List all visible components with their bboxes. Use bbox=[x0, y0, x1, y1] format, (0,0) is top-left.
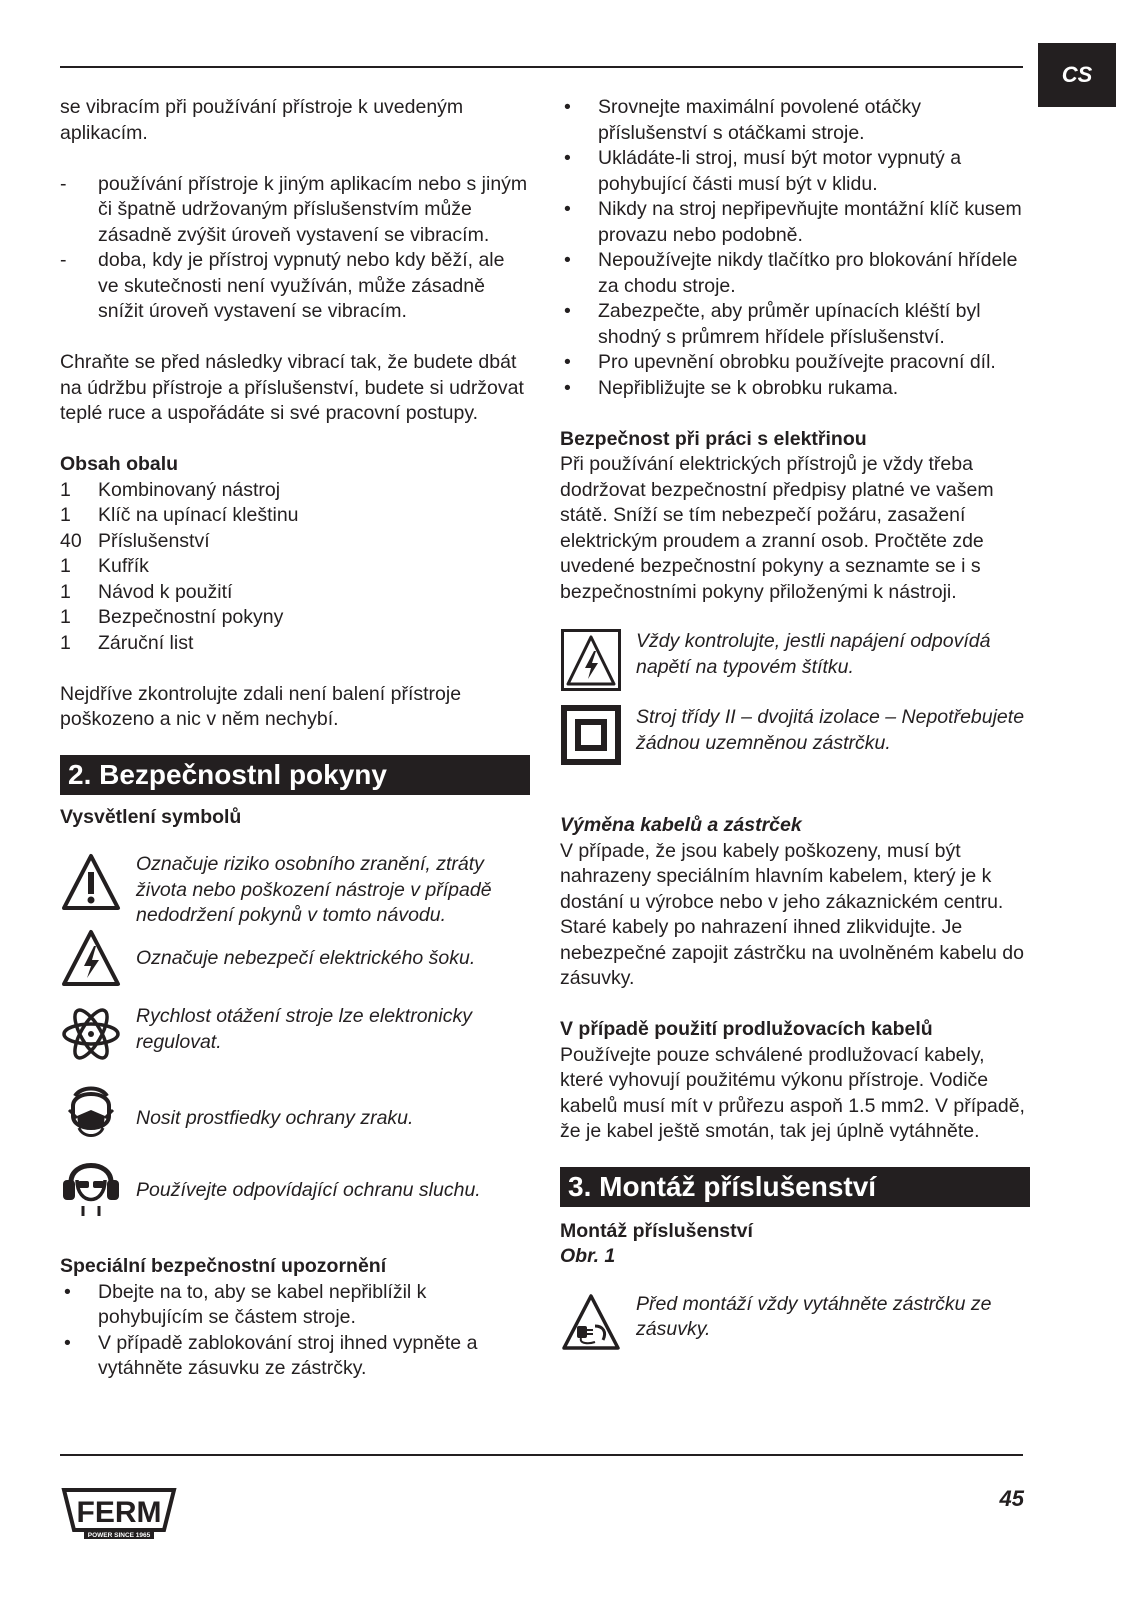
list-item: - doba, kdy je přístroj vypnutý nebo kdy běží, ale ve skutečnosti není využíván, může zásadně snížit úroveň vystavení se vibracím. bbox=[60, 249, 505, 322]
contents-qty: 1 bbox=[60, 580, 71, 603]
symbol-text: Vždy kontrolujte, jestli napájení odpovídá napětí na typovém štítku. bbox=[636, 630, 991, 678]
contents-item: Kombinovaný nástroj bbox=[98, 478, 281, 501]
symbol-row bbox=[560, 705, 1030, 801]
symbol-row bbox=[60, 1080, 530, 1156]
left-column bbox=[60, 95, 530, 1382]
contents-qty: 1 bbox=[60, 478, 71, 501]
special-heading: Speciální bezpečnostní upozornění bbox=[60, 1255, 387, 1277]
electronic-speed-icon bbox=[61, 1004, 121, 1064]
protect-text: Chraňte se před následky vibrací tak, že budete dbát na údržbu přístroje a příslušenství, budete si udržovat teplé ruce a uspořádáte si své pracovní postupy. bbox=[60, 351, 524, 424]
list-item: • V případě zablokování stroj ihned vypněte a vytáhněte zásuvku ze zástrčky. bbox=[64, 1331, 478, 1379]
contents-qty: 1 bbox=[60, 504, 71, 526]
symbol-row bbox=[60, 1156, 530, 1232]
list-item: • Nepoužívejte nikdy tlačítko pro blokování hřídele za chodu stroje. bbox=[564, 249, 1018, 297]
symbol-row bbox=[60, 928, 530, 1004]
contents-item: Bezpečnostní pokyny bbox=[98, 606, 284, 628]
list-item: • Ukládáte-li stroj, musí být motor vypnutý a pohybující části musí být v klidu. bbox=[564, 147, 962, 195]
contents-item: Příslušenství bbox=[98, 529, 210, 552]
ear-protection-icon bbox=[61, 1156, 121, 1218]
contents-qty: 40 bbox=[60, 529, 82, 552]
symbol-text: Označuje nebezpečí elektrického šoku. bbox=[136, 947, 476, 969]
electric-shock-icon bbox=[61, 928, 121, 988]
intro-text: se vibracím při používání přístroje k uvedeným aplikacím. bbox=[60, 96, 464, 144]
symbol-text: Před montáží vždy vytáhněte zástrčku ze zásuvky. bbox=[636, 1292, 992, 1340]
unplug-warning-icon bbox=[561, 1292, 621, 1354]
symbol-text: Rychlost otážení stroje lze elektronicky regulovat. bbox=[136, 1005, 472, 1053]
dust-mask-icon bbox=[61, 1080, 121, 1142]
page-number: 45 bbox=[999, 1486, 1024, 1511]
vibration-dash-list bbox=[60, 172, 530, 325]
list-item: • Nepřibližujte se k obrobku rukama. bbox=[564, 376, 899, 399]
svg-text:POWER SINCE 1965: POWER SINCE 1965 bbox=[87, 1532, 151, 1539]
list-item: • Zabezpečte, aby průměr upínacích kléští byl shodný s průmrem hřídele příslušenství. bbox=[564, 300, 981, 348]
electric-safety-heading: Bezpečnost při práci s elektřinou bbox=[560, 427, 867, 450]
contents-item: Kufřík bbox=[98, 555, 149, 577]
list-item: • Nikdy na stroj nepřipevňujte montážní klíč kusem provazu nebo podobně. bbox=[564, 198, 1022, 246]
special-bullet-list bbox=[60, 1280, 530, 1382]
list-item: • Dbejte na to, aby se kabel nepřiblížil k pohybujícím se částem stroje. bbox=[64, 1280, 427, 1328]
cable-text: V případe, že jsou kabely poškozeny, musí být nahrazeny speciálním hlavním kabelem, který je k dostání u výrobce nebo v jeho zákaznickém centru. Staré kabely po nahrazení ihned zlikvidujte. Je nebezpečné zapojit zástrčku na uvolněném kabelu do zásuvky. bbox=[560, 839, 1024, 989]
list-item: • Srovnejte maximální povolené otáčky příslušenství s otáčkami stroje. bbox=[564, 96, 921, 144]
contents-heading: Obsah obalu bbox=[60, 453, 179, 475]
symbol-row bbox=[560, 1292, 1030, 1362]
right-column bbox=[560, 95, 1030, 1362]
symbol-text: Označuje riziko osobního zranění, ztráty života nebo poškození nástroje v případě nedodržení pokynů v tomto návodu. bbox=[136, 853, 492, 926]
double-insulation-icon bbox=[561, 705, 621, 765]
language-tab: CS bbox=[1038, 43, 1116, 107]
symbol-text: Nosit prostfiedky ochrany zraku. bbox=[136, 1107, 414, 1129]
contents-qty: 1 bbox=[60, 606, 71, 628]
contents-item: Záruční list bbox=[98, 631, 194, 654]
contents-list bbox=[60, 478, 530, 657]
symbol-row bbox=[560, 629, 1030, 705]
contents-qty: 1 bbox=[60, 631, 71, 654]
symbol-text: Stroj třídy II – dvojitá izolace – Nepotřebujete žádnou uzemněnou zástrčku. bbox=[636, 706, 1025, 754]
safety-bullet-list bbox=[560, 95, 1030, 401]
list-item: - používání přístroje k jiným aplikacím nebo s jiným či špatně udržovaným příslušenstvím může zásadně zvýšit úroveň vystavení se vibracím. bbox=[60, 172, 528, 246]
warning-exclamation-icon bbox=[61, 852, 121, 912]
section-heading-3: 3. Montáž příslušenství bbox=[560, 1167, 1030, 1207]
section-heading-2: 2. Bezpečnostnl pokyny bbox=[60, 755, 530, 795]
electric-safety-text: Při používání elektrických přístrojů je vždy třeba dodržovat bezpečnostní předpisy platné ve vašem státě. Sníží se tím nebezpečí požáru, zasažení elektrickým proudem a zranní osob. Pročtěte zde uvedené bezpečnostní pokyny a seznamte se i s bezpečnostními pokyny přiloženými k nástroji. bbox=[560, 453, 994, 603]
bottom-rule bbox=[60, 1454, 1023, 1456]
cable-heading: Výměna kabelů a zástrček bbox=[560, 814, 802, 836]
symbol-text: Používejte odpovídající ochranu sluchu. bbox=[136, 1179, 481, 1201]
symbol-row bbox=[60, 1004, 530, 1080]
contents-item: Klíč na upínací kleštinu bbox=[98, 504, 299, 526]
svg-text:FERM: FERM bbox=[76, 1496, 162, 1529]
symbol-row bbox=[60, 852, 530, 928]
check-text: Nejdříve zkontrolujte zdali není balení přístroje poškozeno a nic v něm nechybí. bbox=[60, 682, 462, 730]
extension-text: Používejte pouze schválené prodlužovací kabely, které vyhovují použitému výkonu přístroje. Vodiče kabelů musí mít v průřezu aspoň 1.5 mm2. V případě, že je kabel ještě smotán, tak jej úplně vytáhněte. bbox=[560, 1043, 1025, 1142]
contents-qty: 1 bbox=[60, 555, 71, 577]
extension-heading: V případě použití prodlužovacích kabelů bbox=[560, 1018, 933, 1040]
ferm-logo bbox=[60, 1486, 178, 1547]
symbols-heading: Vysvětlení symbolů bbox=[60, 805, 242, 828]
voltage-warning-icon bbox=[561, 629, 621, 691]
figure-reference: Obr. 1 bbox=[560, 1245, 616, 1267]
contents-item: Návod k použití bbox=[98, 580, 233, 603]
list-item: • Pro upevnění obrobku používejte pracovní díl. bbox=[564, 351, 996, 373]
top-rule bbox=[60, 66, 1023, 68]
mount-heading: Montáž příslušenství bbox=[560, 1219, 753, 1242]
